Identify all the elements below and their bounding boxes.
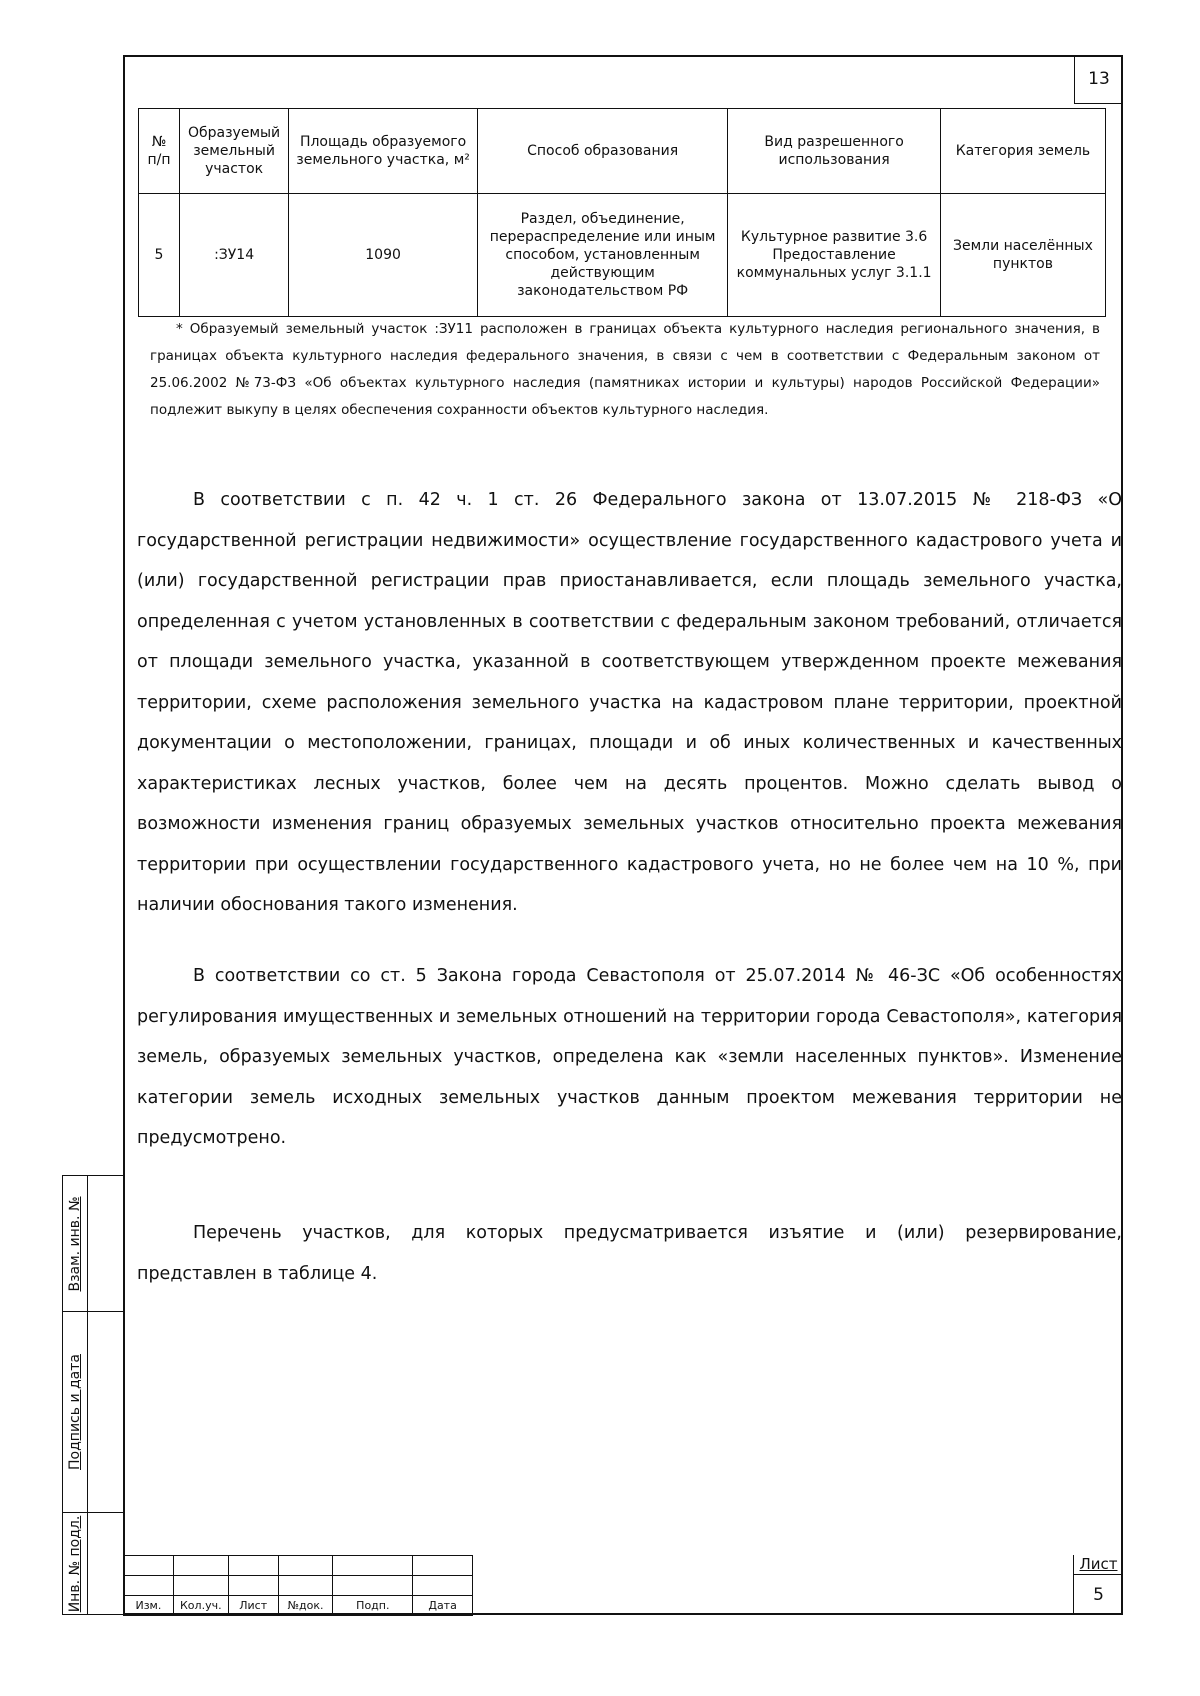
paragraph-text: Перечень участков, для которых предусматривается изъятие и (или) резервирование, представлен в таблице 4. [137,1223,1122,1284]
header-cell: Образуемый земельный участок [180,109,289,194]
table-header-row [139,109,1106,194]
tb-col-label: Кол.уч. [173,1596,228,1616]
sheet-label: Лист [1074,1555,1123,1575]
table-row [139,194,1106,317]
sheet-number: 5 [1093,1585,1104,1605]
title-block-grid [123,1555,473,1616]
table-cell: 1090 [289,194,478,317]
page-number-top: 13 [1074,55,1123,104]
table-cell: 5 [139,194,180,317]
stamp-vzam-label: Взам. инв. № [67,1195,83,1292]
header-cell: Вид разрешенного использования [728,109,941,194]
table-cell: Раздел, объединение, перераспределение или иным способом, установленным действующим законодательством РФ [477,194,727,317]
footnote [150,316,1100,424]
header-cell: Способ образования [477,109,727,194]
table-cell: Земли населённых пунктов [940,194,1105,317]
tb-col-label: Подп. [333,1596,413,1616]
tb-col-label: Изм. [124,1596,174,1616]
paragraph-1 [137,480,1122,926]
tb-col-label: Дата [413,1596,473,1616]
title-block [123,1555,1123,1615]
paragraph-2 [137,956,1122,1159]
sheet-box [1073,1555,1123,1615]
stamp-vzam [62,1175,124,1312]
table-cell: Культурное развитие 3.6 Предоставление коммунальных услуг 3.1.1 [728,194,941,317]
stamp-podpis-label: Подпись и дата [67,1354,83,1470]
stamp-inv-label: Инв. № подл. [67,1515,83,1612]
paragraph-text: В соответствии с п. 42 ч. 1 ст. 26 Федерального закона от 13.07.2015 № 218-ФЗ «О государственной регистрации недвижимости» осуществление государственного кадастрового учета и (или) государственной регистрации прав приостанавливается, если площадь земельного участка, определенная с учетом установленных в соответствии с федеральным законом требований, отличается от площади земельного участка, указанной в соответствующем утвержденном проекте межевания территории, схеме расположения земельного участка на кадастровом плане территории, проектной документации о местоположении, границах, площади и об иных количественных и качественных характеристиках лесных участков, более чем на десять процентов. Можно сделать вывод о возможности изменения границ образуемых земельных участков относительно проекта межевания территории при осуществлении государственного кадастрового учета, но не более чем на 10 %, при наличии обоснования такого изменения. [137,490,1122,915]
stamp-inv [62,1512,124,1615]
land-plot-table [138,108,1106,317]
tb-col-label: Лист [228,1596,278,1616]
footnote-text: * Образуемый земельный участок :ЗУ11 расположен в границах объекта культурного наследия регионального значения, в границах объекта культурного наследия федерального значения, в связи с чем в соответствии с Федеральным законом от 25.06.2002 №73-ФЗ «Об объектах культурного наследия (памятниках истории и культуры) народов Российской Федерации» подлежит выкупу в целях обеспечения сохранности объектов культурного наследия. [150,321,1100,418]
paragraph-3 [137,1213,1122,1294]
tb-col-label: №док. [278,1596,333,1616]
paragraph-text: В соответствии со ст. 5 Закона города Севастополя от 25.07.2014 № 46-ЗС «Об особенностях регулирования имущественных и земельных отношений на территории города Севастополя», категория земель, образуемых земельных участков, определена как «земли населенных пунктов». Изменение категории земель исходных земельных участков данным проектом межевания территории не предусмотрено. [137,966,1122,1148]
stamp-podpis [62,1311,124,1513]
header-cell: № п/п [139,109,180,194]
header-cell: Площадь образуемого земельного участка, м² [289,109,478,194]
header-cell: Категория земель [940,109,1105,194]
table-cell: :ЗУ14 [180,194,289,317]
